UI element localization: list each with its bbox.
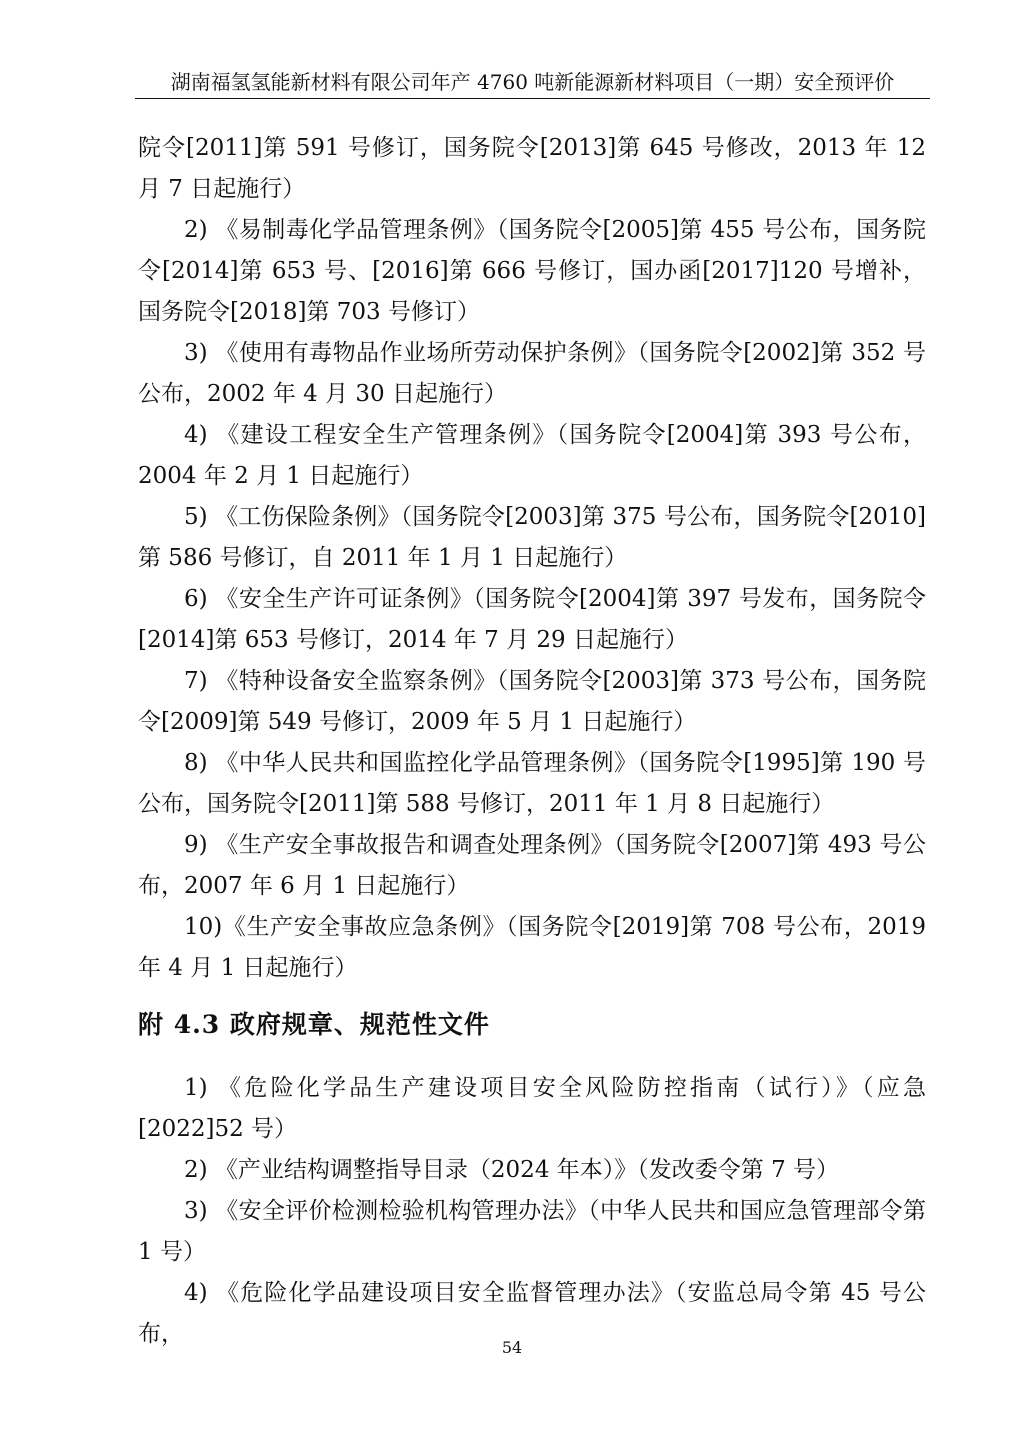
page-header-title: 湖南福氢氢能新材料有限公司年产 4760 吨新能源新材料项目（一期）安全预评价 <box>170 70 895 94</box>
regulation-item-6: 6) 《安全生产许可证条例》（国务院令[2004]第 397 号发布，国务院令[2014]第 653 号修订，2014 年 7 月 29 日起施行） <box>138 586 926 653</box>
rule-item-3: 3) 《安全评价检测检验机构管理办法》（中华人民共和国应急管理部令第 1 号） <box>138 1198 926 1265</box>
document-body <box>138 128 926 1355</box>
rule-item-1: 1) 《危险化学品生产建设项目安全风险防控指南（试行）》（应急[2022]52 号） <box>138 1075 926 1142</box>
regulation-item-8: 8) 《中华人民共和国监控化学品管理条例》（国务院令[1995]第 190 号公布，国务院令[2011]第 588 号修订，2011 年 1 月 8 日起施行） <box>138 750 926 817</box>
rule-item-4: 4) 《危险化学品建设项目安全监督管理办法》（安监总局令第 45 号公布， <box>138 1280 926 1347</box>
regulation-item-9: 9) 《生产安全事故报告和调查处理条例》（国务院令[2007]第 493 号公布，2007 年 6 月 1 日起施行） <box>138 832 926 899</box>
regulation-item-10: 10)《生产安全事故应急条例》（国务院令[2019]第 708 号公布，2019 年 4 月 1 日起施行） <box>138 914 926 981</box>
regulation-item-4: 4) 《建设工程安全生产管理条例》（国务院令[2004]第 393 号公布，2004 年 2 月 1 日起施行） <box>138 422 926 489</box>
regulation-item-7: 7) 《特种设备安全监察条例》（国务院令[2003]第 373 号公布，国务院令[2009]第 549 号修订，2009 年 5 月 1 日起施行） <box>138 668 926 735</box>
section-heading: 附 4.3 政府规章、规范性文件 <box>138 1010 490 1039</box>
rule-item-2: 2) 《产业结构调整指导目录（2024 年本）》（发改委令第 7 号） <box>184 1157 840 1183</box>
regulation-item-3: 3) 《使用有毒物品作业场所劳动保护条例》（国务院令[2002]第 352 号公布，2002 年 4 月 30 日起施行） <box>138 340 926 407</box>
continued-paragraph: 院令[2011]第 591 号修订，国务院令[2013]第 645 号修改，2013 年 12 月 7 日起施行） <box>138 135 926 202</box>
regulation-item-5: 5) 《工伤保险条例》（国务院令[2003]第 375 号公布，国务院令[2010]第 586 号修订，自 2011 年 1 月 1 日起施行） <box>138 504 926 571</box>
page-number: 54 <box>501 1338 523 1357</box>
header-divider <box>135 98 930 99</box>
regulation-item-2: 2) 《易制毒化学品管理条例》（国务院令[2005]第 455 号公布，国务院令[2014]第 653 号、[2016]第 666 号修订，国办函[2017]120 号增补，国务院令[2018]第 703 号修订） <box>138 217 926 325</box>
